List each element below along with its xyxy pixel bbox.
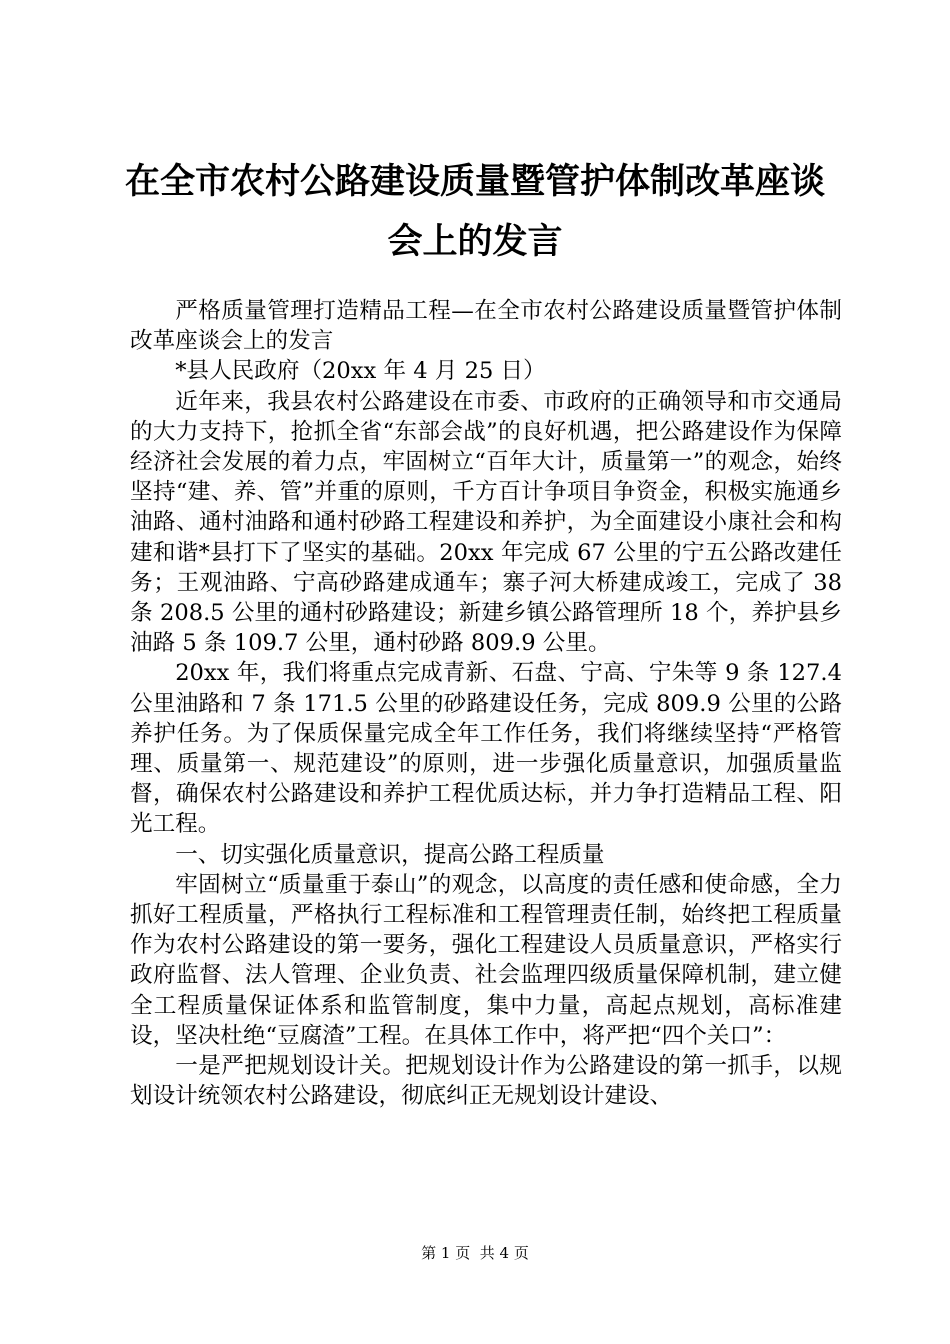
page-footer: 第 1 页 共 4 页	[421, 1244, 529, 1262]
author-date-paragraph: *县人民政府（20xx 年 4 月 25 日）	[175, 358, 546, 385]
body-paragraph: 近年来，我县农村公路建设在市委、市政府的正确领导和市交通局的大力支持下，抢抓全省“东部会战”的良好机遇，把公路建设作为保障经济社会发展的着力点，牢固树立“百年大计，质量第一”的观念，始终坚持“建、养、管”并重的原则，千方百计争项目争资金，积极实施通乡油路、通村油路和通村砂路工程建设和养护，为全面建设小康社会和构建和谐*县打下了坚实的基础。20xx 年完成 67 公里的宁五公路改建任务；王观油路、宁高砂路建成通车；寨子河大桥建成竣工，完成了 38 条 208.5 公里的通村砂路建设；新建乡镇公路管理所 18 个，养护县乡油路 5 条 109.7 公里，通村砂路 809.9 公里。	[130, 388, 842, 657]
body-paragraph: 20xx 年，我们将重点完成青新、石盘、宁高、宁朱等 9 条 127.4 公里油路和 7 条 171.5 公里的砂路建设任务，完成 809.9 公里的公路养护任务。为了保质保量完成全年工作任务，我们将继续坚持“严格管理、质量第一、规范建设”的原则，进一步强化质量意识，加强质量监督，确保农村公路建设和养护工程优质达标，并力争打造精品工程、阳光工程。	[130, 660, 842, 838]
document-body	[130, 296, 842, 1111]
document-title-line-1: 在全市农村公路建设质量暨管护体制改革座谈	[124, 162, 825, 202]
document-title-line-2: 会上的发言	[387, 222, 563, 262]
section-heading: 一、切实强化质量意识，提高公路工程质量	[175, 841, 605, 868]
body-paragraph: 一是严把规划设计关。把规划设计作为公路建设的第一抓手，以规划设计统领农村公路建设，彻底纠正无规划设计建设、	[130, 1053, 842, 1110]
subtitle-paragraph: 严格质量管理打造精品工程—在全市农村公路建设质量暨管护体制改革座谈会上的发言	[130, 298, 842, 355]
body-paragraph: 牢固树立“质量重于泰山”的观念，以高度的责任感和使命感，全力抓好工程质量，严格执行工程标准和工程管理责任制，始终把工程质量作为农村公路建设的第一要务，强化工程建设人员质量意识，严格实行政府监督、法人管理、企业负责、社会监理四级质量保障机制，建立健全工程质量保证体系和监管制度，集中力量，高起点规划，高标准建设，坚决杜绝“豆腐渣”工程。在具体工作中，将严把“四个关口”：	[130, 871, 842, 1049]
